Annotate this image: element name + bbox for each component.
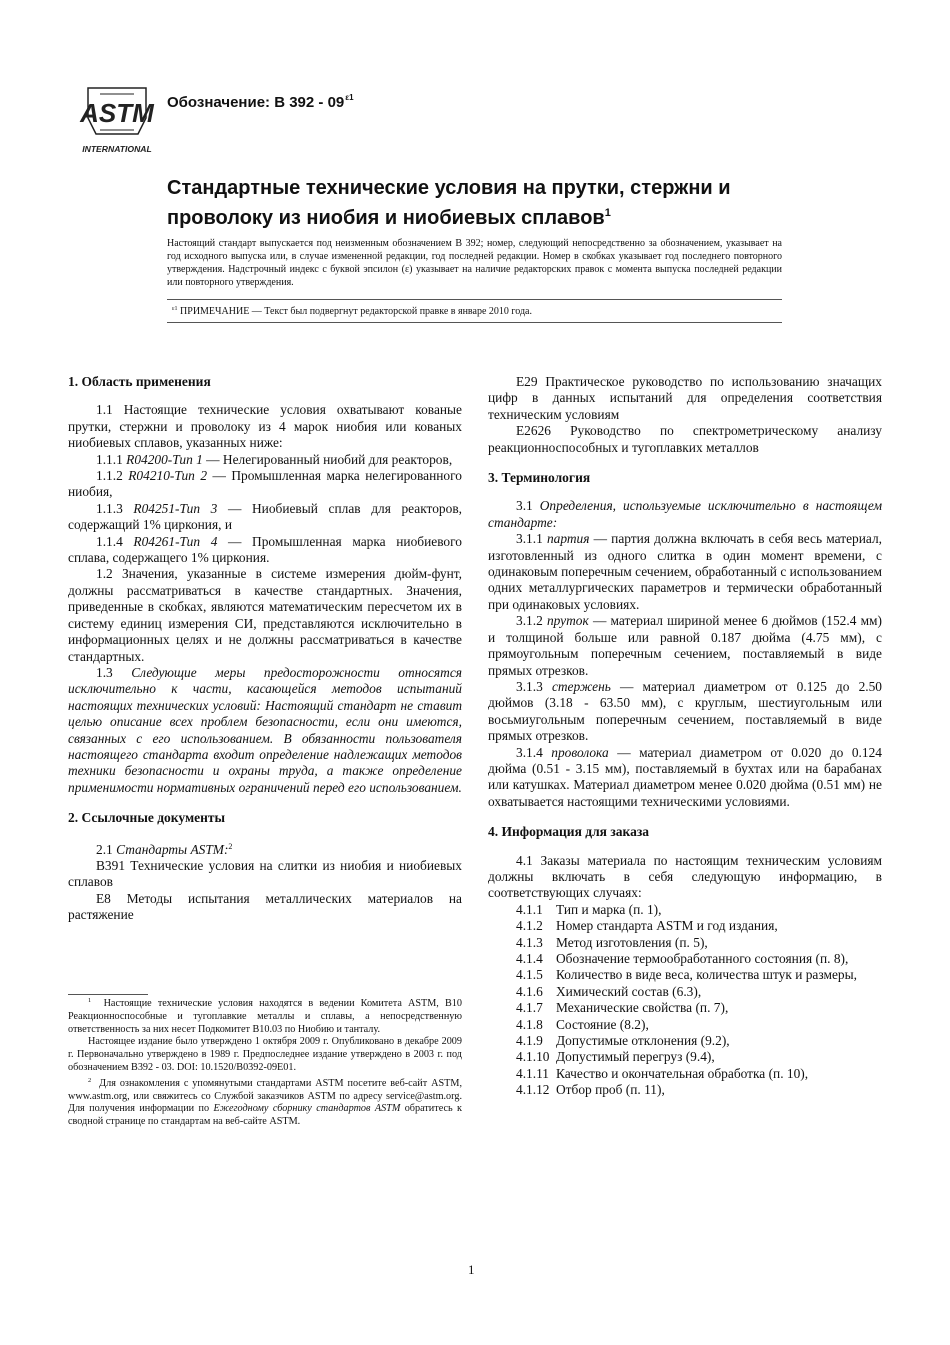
section-4-heading: 4. Информация для заказа (488, 824, 650, 840)
title-footnote-ref: 1 (604, 207, 611, 219)
para-1-1: 1.1 Настоящие технические условия охватывают кованые прутки, стержни и проволоку из 4 марок ниобия или кованых ниобиевых сплавов, указанных ниже: (68, 402, 462, 451)
designation-superscript: ε1 (345, 93, 354, 102)
logo-letters: ASTM (80, 98, 154, 128)
astm-logo-graphic (76, 84, 158, 156)
ref-b391: B391 Технические условия на слитки из ниобия и ниобиевых сплавов (68, 857, 462, 890)
para-3-1-3: 3.1.3 стержень — материал диаметром от 0.125 до 2.50 дюймов (3.18 - 63.50 мм), с круглым, шестиугольным или восьмиугольным поперечным сечением, поставляемый в виде прямых отрезков. (488, 678, 883, 744)
page-number: 1 (468, 1262, 475, 1277)
list-item: 4.1.9 Допустимые отклонения (9.2), (516, 1033, 730, 1049)
para-3-1-2: 3.1.2 пруток — материал шириной менее 6 дюймов (152.4 мм) и толщиной больше или равной 0.187 дюйма (4.75 мм), с прямоугольным поперечным сечением, поставляемый в виде прямых отрезков. (488, 613, 882, 678)
editorial-note (172, 306, 532, 317)
designation-text: Обозначение: B 392 - 09 (167, 94, 345, 111)
item-1-1-2: 1.1.2 R04210-Тип 2 — Промышленная марка нелегированного ниобия, (68, 468, 462, 500)
ref-e2626: E2626 Руководство по спектрометрическому анализу реакционноспособных и тугоплавких металлов (488, 423, 882, 455)
list-item: 4.1.10 Допустимый перегруз (9.4), (516, 1049, 715, 1065)
item-1-1-4: 1.1.4 R04261-Тип 4 — Промышленная марка ниобиевого сплава, содержащего 1% циркония. (68, 533, 462, 566)
ordering-info-list (488, 902, 882, 1099)
document-title-text: Стандартные технические условия на прутки, стержни и проволоку из ниобия и ниобиевых сплавов (167, 177, 731, 229)
document-title (167, 176, 817, 231)
designation (167, 93, 354, 111)
note-text: ПРИМЕЧАНИЕ — Текст был подвергнут редакторской правке в январе 2010 года. (180, 306, 532, 317)
section-3-heading: 3. Терминология (488, 470, 591, 486)
intro-paragraph: Настоящий стандарт выпускается под неизменным обозначением B 392; номер, следующий непосредственно за обозначением, указывает на год исходного выпуска или, в случае измененной редакции, год последней редакции. Номер в скобках указывает год последнего повторного утверждения. Надстрочный индекс с буквой эпсилон (ε) указывает на наличие редакторских правок с момента выпуска последней редакции или повторного утверждения. (167, 238, 782, 288)
note-epsilon: ε1 (172, 306, 178, 312)
right-column (488, 374, 882, 1099)
list-item: 4.1.2 Номер стандарта ASTM и год издания, (516, 918, 778, 934)
note-top-rule (167, 299, 782, 300)
footnote-1-edition: Настоящее издание было утверждено 1 октября 2009 г. Опубликовано в декабре 2009 г. Первоначально утверждено в 1989 г. Предпоследнее издание утверждено в 2003 г. под обозначением B392 - 03. DOI: 10.1520/B0392-09E01. (68, 1036, 462, 1073)
list-item: 4.1.4 Обозначение термообработанного состояния (п. 8), (516, 951, 849, 966)
list-item: 4.1.1 Тип и марка (п. 1), (516, 901, 662, 917)
para-1-3: 1.3 Следующие меры предосторожности относятся исключительно к части, касающейся методов испытаний настоящих технических условий: Настоящий стандарт не ставит целью описание всех проблем безопасности, если они имеются, связанных с его использованием. В обязанности пользователя настоящего стандарта входит определение надлежащих методов техники безопасности и охраны труда, а также определение применимости нормативных ограничений перед его использованием. (68, 664, 462, 795)
list-item: 4.1.11 Качество и окончательная обработка (п. 10), (516, 1065, 809, 1081)
para-2-1: 2.1 Стандарты ASTM:$^2$ (96, 841, 233, 857)
footnote-1: $^1$ Настоящие технические условия находятся в ведении Комитета ASTM, B10 Реакционноспособные и тугоплавкие металлы и сплавы, а непосредственную ответственность за них несет Подкомитет B10.03 по Ниобию и танталу. (68, 997, 462, 1035)
item-1-1-1: 1.1.1 R04200-Тип 1 — Нелегированный ниобий для реакторов, (96, 451, 453, 467)
section-2-heading: 2. Ссылочные документы (68, 810, 226, 826)
ref-e8: E8 Методы испытания металлических материалов на растяжение (68, 890, 462, 923)
left-column (68, 374, 462, 924)
para-3-1-4: 3.1.4 проволока — материал диаметром от 0.020 до 0.124 дюйма (0.51 - 3.15 мм), поставляемый в бухтах или на барабанах или катушках. Материал диаметром менее 0.020 дюйма (0.51 мм) не охватывается настоящими техническими условиями. (488, 744, 882, 809)
footnotes (68, 995, 462, 1129)
list-item: 4.1.3 Метод изготовления (п. 5), (516, 934, 708, 950)
para-1-2: 1.2 Значения, указанные в системе измерения дюйм-фунт, должны рассматриваться в качестве стандартных. Значения, приведенные в скобках, являются математическим пересчетом их в систему единиц измерения СИ, представляются исключительно в информационных целях и не должны рассматриваться в качестве стандартных. (68, 566, 462, 664)
astm-logo (76, 84, 158, 156)
para-4-1: 4.1 Заказы материала по настоящим техническим условиям должны включать в себя следующую информацию, в соответствующих случаях: (488, 852, 882, 901)
list-item: 4.1.12 Отбор проб (п. 11), (516, 1082, 665, 1098)
list-item: 4.1.5 Количество в виде веса, количества штук и размеры, (516, 967, 857, 983)
item-1-1-3: 1.1.3 R04251-Тип 3 — Ниобиевый сплав для реакторов, содержащий 1% циркония, и (68, 500, 462, 533)
para-3-1: 3.1 Определения, используемые исключительно в настоящем стандарте: (488, 498, 882, 530)
ref-e29: E29 Практическое руководство по использованию значащих цифр в данных испытаний для определения соответствия техническим условиям (488, 374, 882, 422)
footnote-2: $^2$ Для ознакомления с упомянутыми стандартами ASTM посетите веб-сайт ASTM, www.astm.org, или свяжитесь со Службой заказчиков ASTM по адресу service@astm.org. Для получения информации по Ежегодному сборнику стандартов ASTM обратитесь к сводной странице по стандартам на веб-сайте ASTM. (68, 1076, 463, 1128)
list-item: 4.1.8 Состояние (8.2), (516, 1016, 649, 1032)
para-3-1-1: 3.1.1 партия — партия должна включать в себя весь материал, изготовленный из одного слитка в один момент времени, с одинаковым поперечным сечением, обработанный с использованием одних металлургических параметров и термически обработанный при одинаковых условиях. (488, 531, 882, 612)
list-item: 4.1.6 Химический состав (6.3), (516, 983, 702, 999)
logo-caption: INTERNATIONAL (82, 144, 152, 154)
section-1-heading: 1. Область применения (68, 374, 211, 389)
list-item: 4.1.7 Механические свойства (п. 7), (516, 1000, 729, 1016)
note-bottom-rule (167, 322, 782, 323)
